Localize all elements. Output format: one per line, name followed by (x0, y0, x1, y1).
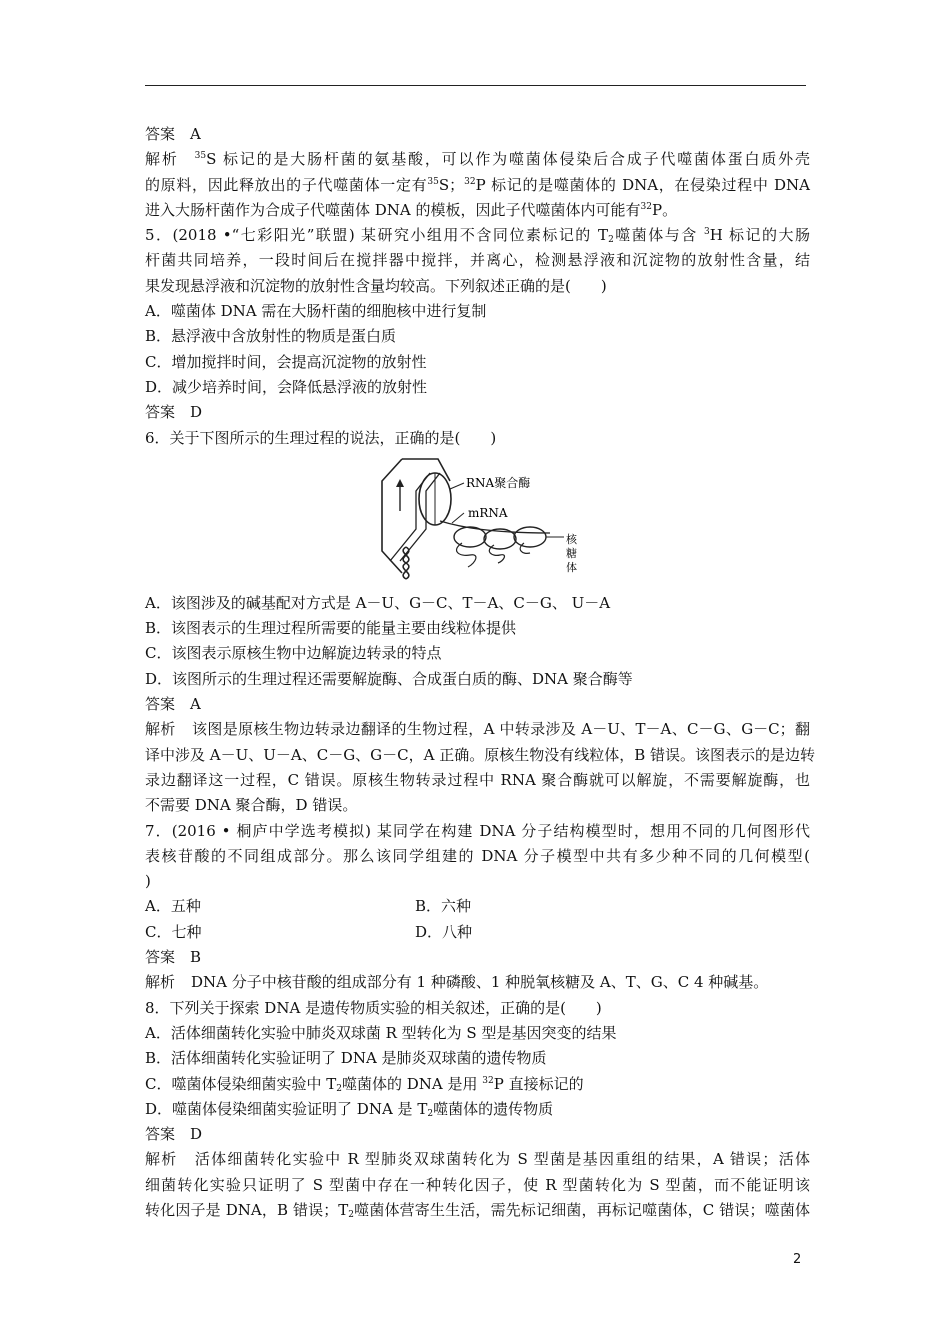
q7-option-c: C．七种 (145, 922, 202, 941)
analysis-label: 解析 (145, 150, 179, 169)
diagram-svg (380, 451, 580, 586)
ribosome (514, 527, 546, 547)
q8-analysis-line-3: 转化因子是 DNA，B 错误；$T_2$噬菌体营寄生生活，需先标记细菌，再标记噬菌体，C 错误；噬菌体 (145, 1200, 810, 1220)
q6-analysis-line-3: 录边翻译这一过程，C 错误。原核生物转录过程中 RNA 聚合酶就可以解旋，不需要解旋酶，也 (145, 770, 810, 789)
label-ribosome-3: 体 (566, 560, 577, 574)
ribosome (454, 527, 486, 547)
q7-option-a: A．五种 (145, 897, 201, 916)
q5-stem-line-2: 杆菌共同培养，一段时间后在搅拌器中搅拌，并离心，检测悬浮液和沉淀物的放射性含量，结 (145, 251, 810, 270)
q7-answer: 答案 B (145, 948, 202, 967)
label-mrna: mRNA (468, 505, 508, 520)
q7-stem-line-2: 表核苷酸的不同组成部分。那么该同学组建的 DNA 分子模型中共有多少种不同的几何模型( (145, 846, 810, 865)
q6-option-c: C．该图表示原核生物中边解旋边转录的特点 (145, 644, 442, 663)
q8-option-c: C．噬菌体侵染细菌实验中 $T_2$噬菌体的 DNA 是用 $^{32}$P 直接标记的 (145, 1074, 584, 1094)
q7-option-b: B．六种 (415, 897, 472, 916)
q5-option-a: A．噬菌体 DNA 需在大肠杆菌的细胞核中进行复制 (145, 302, 487, 321)
q4-analysis-line-1: 解析 $^{35}$S 标记的是大肠杆菌的氨基酸，可以作为噬菌体侵染后合成子代噬菌体蛋白质外壳 (145, 150, 810, 169)
q4-analysis-line-2: 的原料，因此释放出的子代噬菌体一定有$^{35}$S；$^{32}$P 标记的是噬菌体的 DNA，在侵染过程中 DNA (145, 175, 810, 194)
page-number: 2 (793, 1252, 802, 1267)
label-rna-polymerase: RNA聚合酶 (466, 475, 531, 490)
analysis-label: 解析 (145, 1150, 178, 1169)
q5-stem-line-3: 果发现悬浮液和沉淀物的放射性含量均较高。下列叙述正确的是( ) (145, 276, 607, 295)
q7-options-row-1 (145, 894, 810, 919)
q5-option-b: B．悬浮液中含放射性的物质是蛋白质 (145, 327, 397, 346)
analysis-label: 解析 (145, 973, 176, 992)
q5-option-c: C．增加搅拌时间，会提高沉淀物的放射性 (145, 352, 427, 371)
q5-answer: 答案 D (145, 403, 203, 422)
header-rule (145, 85, 806, 86)
ribosome (484, 529, 516, 549)
cell-outline (382, 459, 402, 573)
label-ribosome-1: 核 (566, 532, 577, 546)
q7-stem-line-1: 7．(2016 • 桐庐中学选考模拟) 某同学在构建 DNA 分子结构模型时，想用不同的几何图形代 (145, 821, 810, 840)
q7-options-row-2 (145, 920, 810, 945)
transcription-translation-figure (145, 451, 810, 591)
q6-option-b: B．该图表示的生理过程所需要的能量主要由线粒体提供 (145, 619, 517, 638)
label-ribosome-2: 糖 (566, 546, 577, 560)
q8-analysis-line-1: 解析 活体细菌转化实验中 R 型肺炎双球菌转化为 S 型菌是基因重组的结果，A 错误；活体 (145, 1150, 810, 1169)
q6-analysis-line-2: 译中涉及 A－U、U－A、C－G、G－C，A 正确。原核生物没有线粒体，B 错误。该图表示的是边转 (145, 745, 816, 764)
page-content (145, 122, 816, 1223)
dna-helix (403, 547, 409, 579)
q8-option-a: A．活体细菌转化实验中肺炎双球菌 R 型转化为 S 型是基因突变的结果 (145, 1023, 617, 1042)
q6-option-d: D．该图所示的生理过程还需要解旋酶、合成蛋白质的酶、DNA 聚合酶等 (145, 669, 633, 688)
q6-stem: 6．关于下图所示的生理过程的说法，正确的是( ) (145, 428, 497, 447)
q4-analysis-line-3: 进入大肠杆菌作为合成子代噬菌体 DNA 的模板，因此子代噬菌体内可能有$^{32}$P。 (145, 200, 678, 219)
q8-answer: 答案 D (145, 1125, 203, 1144)
q8-analysis-line-2: 细菌转化实验只证明了 S 型菌中存在一种转化因子，使 R 型菌转化为 S 型菌，而不能证明该 (145, 1175, 810, 1194)
q5-option-d: D．减少培养时间，会降低悬浮液的放射性 (145, 377, 428, 396)
q8-option-d: D．噬菌体侵染细菌实验证明了 DNA 是 $T_2$噬菌体的遗传物质 (145, 1099, 554, 1119)
q7-stem-line-3: ) (145, 872, 151, 891)
q6-analysis-line-4: 不需要 DNA 聚合酶，D 错误。 (145, 796, 358, 815)
q6-option-a: A．该图涉及的碱基配对方式是 A－U、G－C、T－A、C－G、 U－A (145, 593, 611, 612)
q6-analysis-line-1: 解析 该图是原核生物边转录边翻译的生物过程，A 中转录涉及 A－U、T－A、C－G、G－C；翻 (145, 720, 810, 739)
analysis-label: 解析 (145, 720, 176, 739)
q7-analysis: 解析 DNA 分子中核苷酸的组成部分有 1 种磷酸、1 种脱氧核糖及 A、T、G、C 4 种碱基。 (145, 973, 769, 992)
q4-answer: 答案 A (145, 125, 201, 143)
q5-stem-line-1: 5．(2018 •“七彩阳光”联盟) 某研究小组用不含同位素标记的 $T_2$噬菌体与含 $^3$H 标记的大肠 (145, 226, 811, 246)
q8-option-b: B．活体细菌转化实验证明了 DNA 是肺炎双球菌的遗传物质 (145, 1049, 547, 1068)
q7-option-d: D．八种 (415, 922, 473, 941)
q6-answer: 答案 A (145, 695, 201, 714)
q8-stem: 8．下列关于探索 DNA 是遗传物质实验的相关叙述，正确的是( ) (145, 998, 602, 1017)
